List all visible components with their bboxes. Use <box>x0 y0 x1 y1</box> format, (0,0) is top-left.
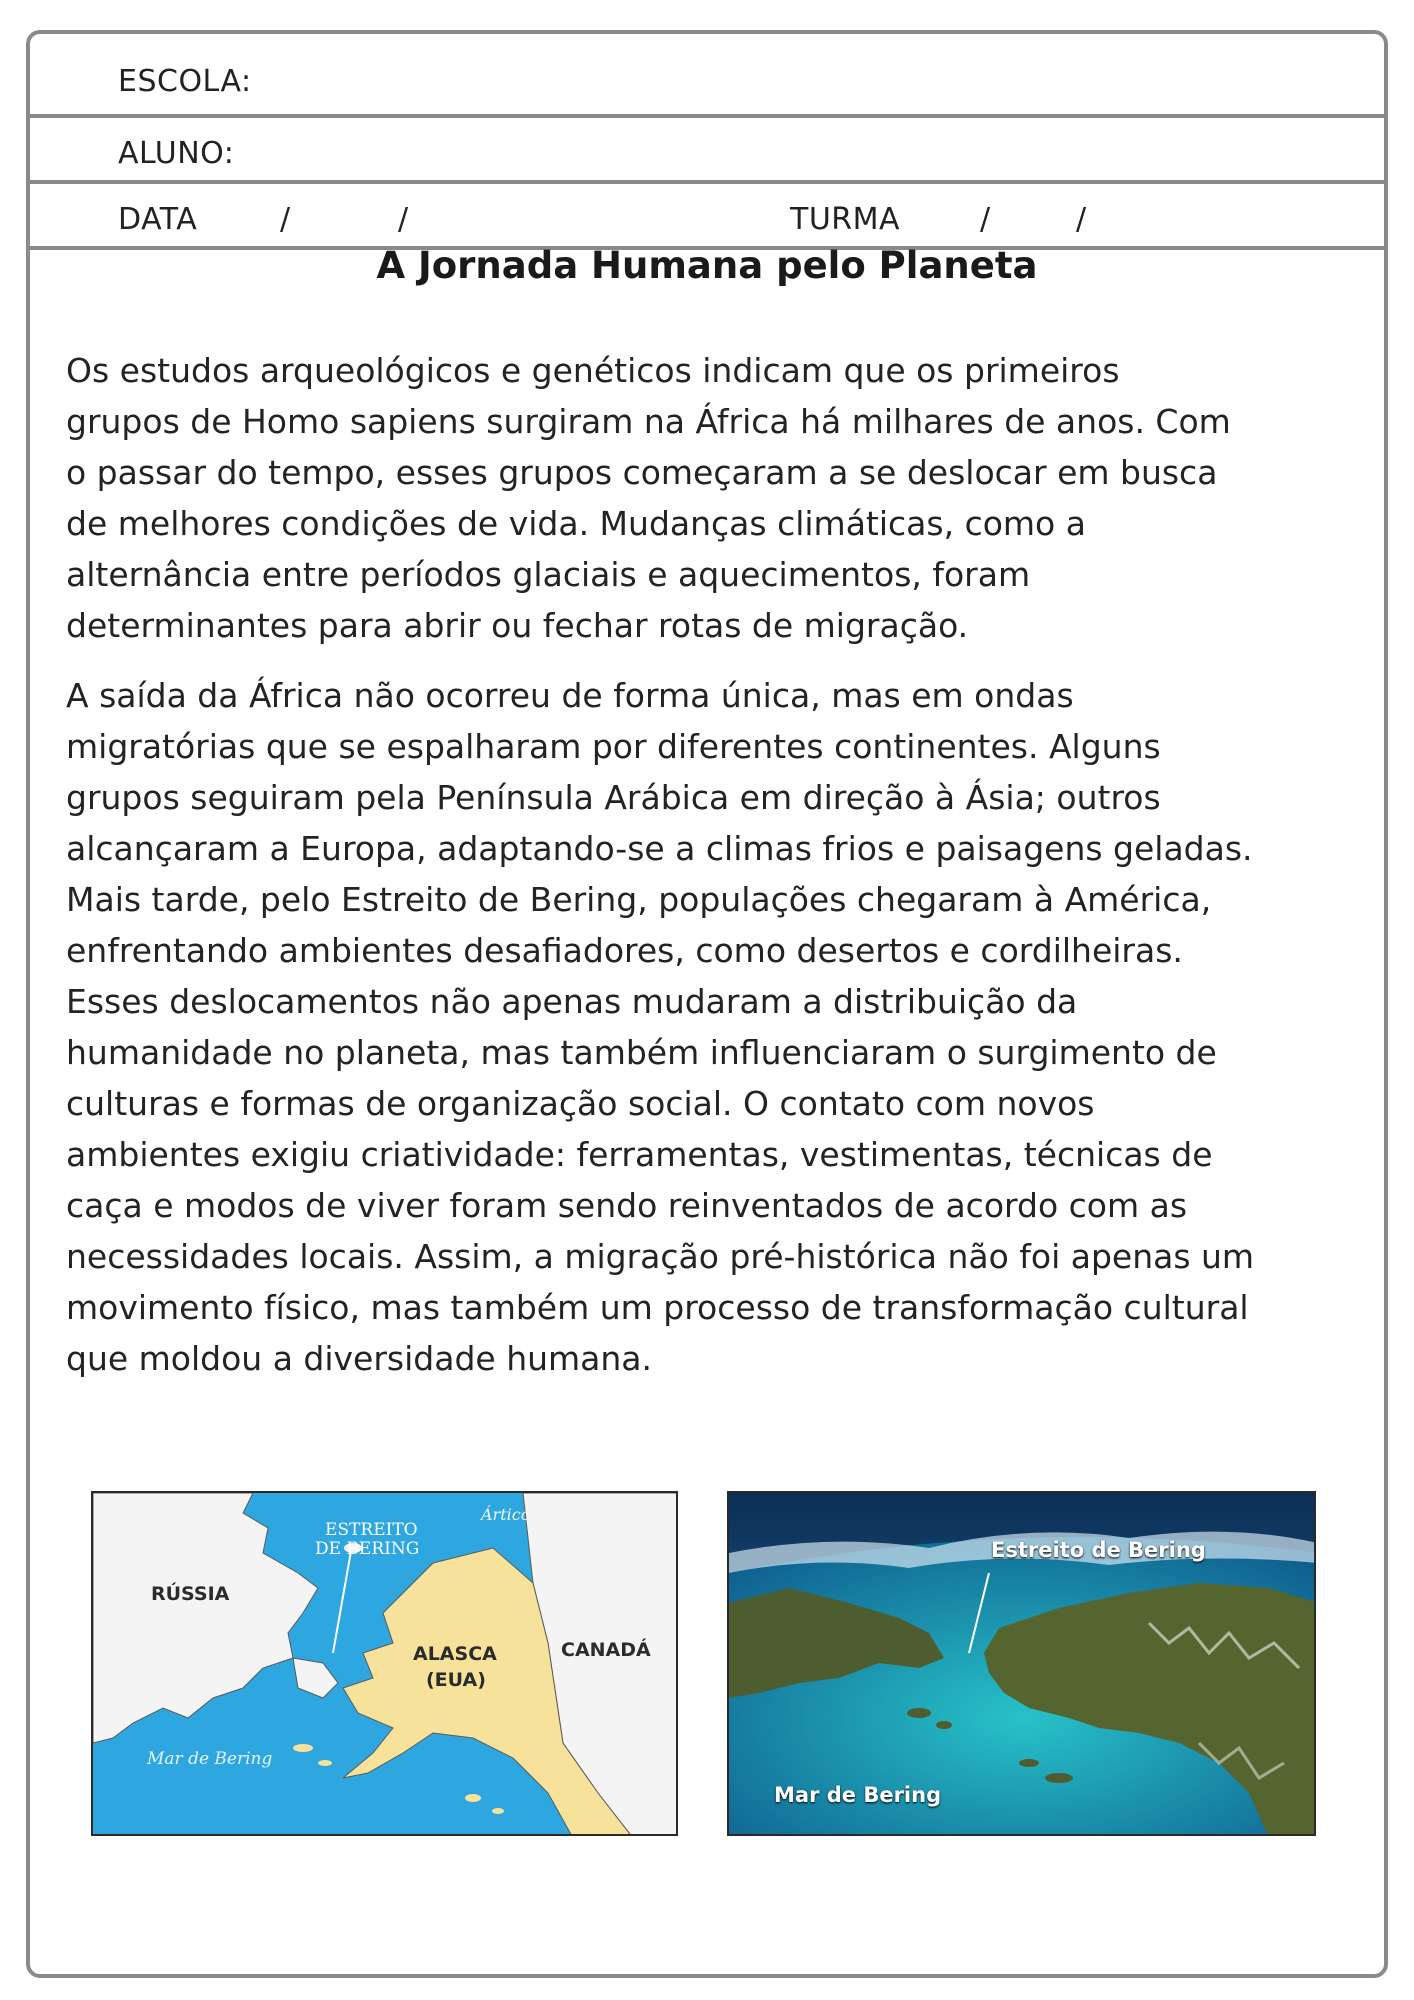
class-label: TURMA <box>790 202 901 237</box>
sat-sea-label: Mar de Bering <box>774 1783 942 1807</box>
student-row <box>30 118 1384 184</box>
date-slash-2: / <box>398 202 409 237</box>
russia-label: RÚSSIA <box>151 1583 230 1605</box>
school-row <box>30 34 1384 118</box>
bering-satellite-view <box>727 1491 1316 1836</box>
alaska-label-line1: ALASCA <box>413 1643 497 1665</box>
class-slash-2: / <box>1076 202 1087 237</box>
alaska-label-line2: (EUA) <box>426 1669 486 1691</box>
school-label: ESCOLA: <box>118 64 252 99</box>
article-title: A Jornada Humana pelo Planeta <box>376 244 1038 287</box>
date-slash-1: / <box>280 202 291 237</box>
arctic-label: Ártico <box>481 1505 531 1524</box>
canada-label: CANADÁ <box>561 1639 651 1661</box>
sat-strait-label: Estreito de Bering <box>991 1538 1206 1562</box>
bering-political-map <box>91 1491 678 1836</box>
student-label: ALUNO: <box>118 136 235 171</box>
class-slash-1: / <box>980 202 991 237</box>
article-paragraph-1: Os estudos arqueológicos e genéticos indicam que os primeiros grupos de Homo sapiens surgiram na África há milhares de anos. Com o passar do tempo, esses grupos começaram a se deslocar em busca de melhores condições de vida. Mudanças climáticas, como a alternância entre períodos glaciais e aquecimentos, foram determinantes para abrir ou fechar rotas de migração. <box>66 351 1231 645</box>
date-class-row <box>30 184 1384 250</box>
bering-sea-label: Mar de Bering <box>147 1749 273 1769</box>
article-paragraph-2: A saída da África não ocorreu de forma única, mas em ondas migratórias que se espalharam por diferentes continentes. Alguns grupos seguiram pela Península Arábica em direção à Ásia; outros alcançaram a Europa, adaptando-se a climas frios e paisagens geladas. Mais tarde, pelo Estreito de Bering, populações chegaram à América, enfrentando ambientes desafiadores, como desertos e cordilheiras. Esses deslocamentos não apenas mudaram a distribuição da humanidade no planeta, mas também influenciaram o surgimento de culturas e formas de organização social. O contato com novos ambientes exigiu criatividade: ferramentas, vestimentas, técnicas de caça e modos de viver foram sendo reinventados de acordo com as necessidades locais. Assim, a migração pré-histórica não foi apenas um movimento físico, mas também um processo de transformação cultural que moldou a diversidade humana. <box>66 676 1255 1378</box>
strait-label-line2: DE BERING <box>315 1539 420 1559</box>
date-label: DATA <box>118 202 198 237</box>
strait-label-line1: ESTREITO <box>325 1520 418 1540</box>
